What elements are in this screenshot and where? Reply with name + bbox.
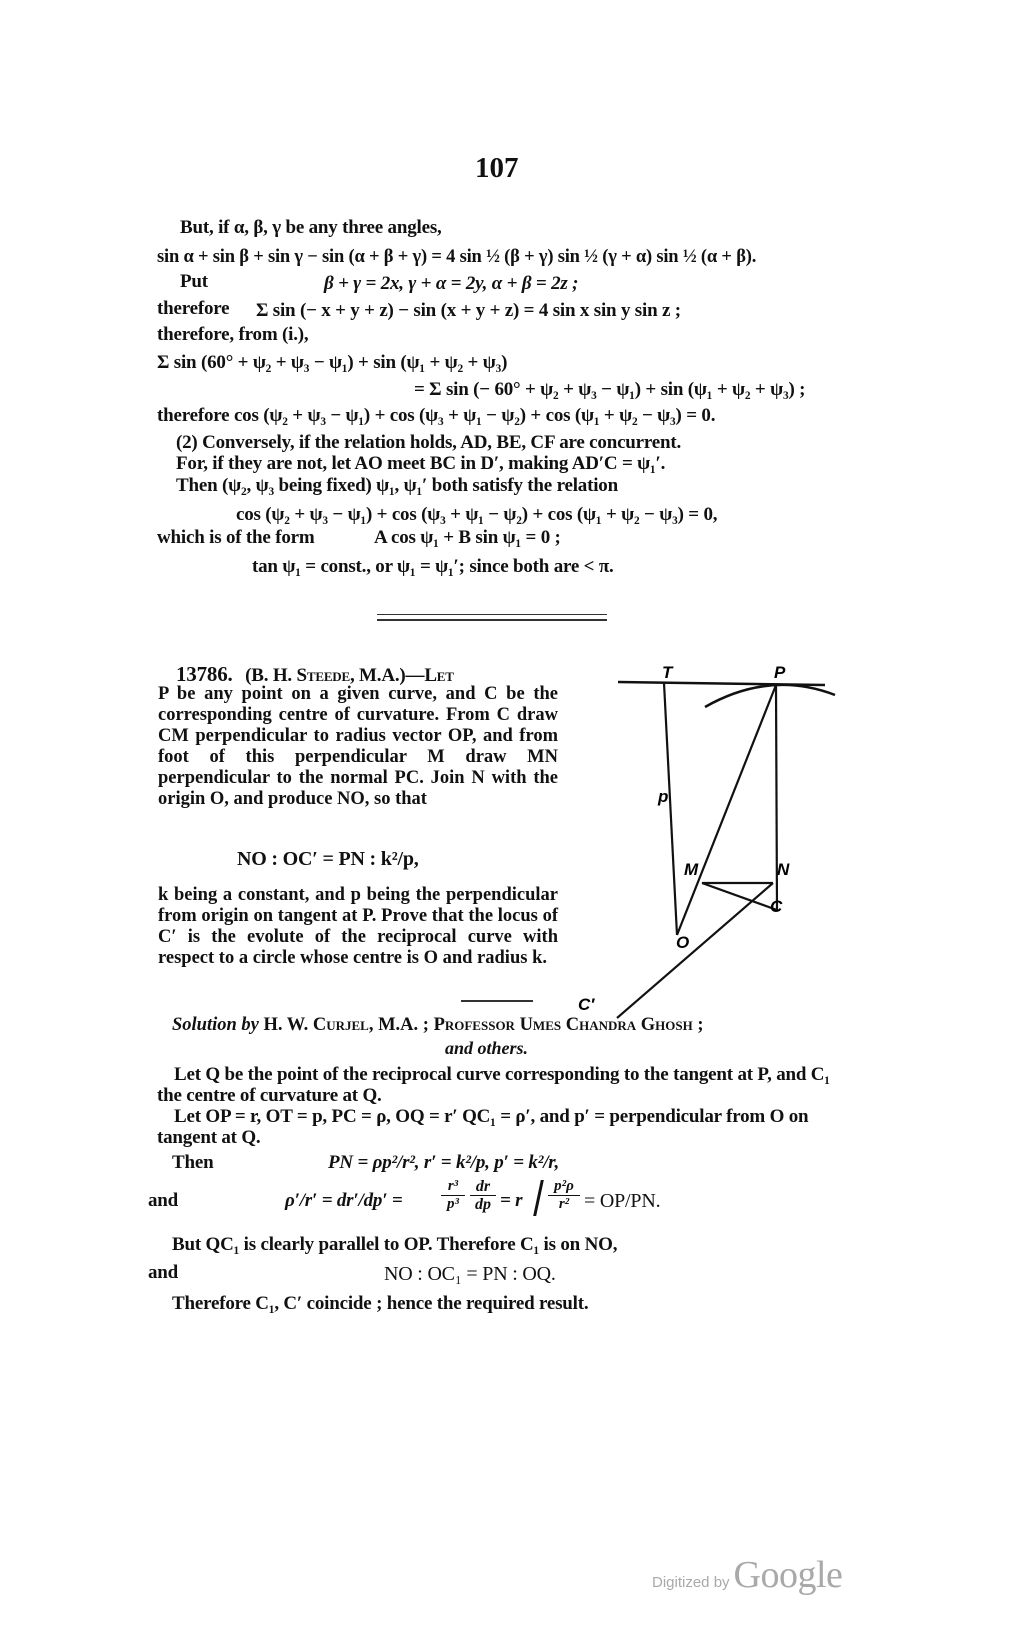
and-equation-right: = OP/PN. <box>584 1190 661 1212</box>
solution-byline <box>172 1015 704 1036</box>
fraction-denominator: dp <box>470 1195 496 1213</box>
equation-line: cos (ψ₂ + ψ₃ − ψ₁) + cos (ψ₃ + ψ₁ − ψ₂) + cos (ψ₁ + ψ₂ − ψ₃) = 0, <box>236 504 718 525</box>
fraction-p2rho-r2 <box>548 1178 580 1213</box>
fraction-denominator: p³ <box>441 1195 465 1213</box>
line-NC-prime <box>617 883 773 1018</box>
fraction-dr-dp <box>470 1178 496 1213</box>
text-line: Put <box>180 271 208 292</box>
equation-line: tan ψ₁ = const., or ψ₁ = ψ₁′; since both are < π. <box>252 556 614 577</box>
question-number: 13786. <box>176 662 233 686</box>
solution-paragraph-4: Therefore C₁, C′ coincide ; hence the required result. <box>172 1293 589 1314</box>
curve-arc <box>705 685 835 707</box>
and-equation-left: ρ′/r′ = dr′/dp′ = <box>285 1190 403 1211</box>
byline-prefix: Solution by <box>172 1015 259 1035</box>
text-line: (2) Conversely, if the relation holds, AD, BE, CF are concurrent. <box>176 432 682 453</box>
equation-line: = Σ sin (− 60° + ψ₂ + ψ₃ − ψ₁) + sin (ψ₁ + ψ₂ + ψ₃) ; <box>414 379 806 400</box>
byline-others: and others. <box>445 1038 529 1058</box>
and-equation-2: NO : OC₁ = PN : OQ. <box>384 1263 556 1285</box>
line-MC <box>702 883 777 910</box>
text-line: Then (ψ₂, ψ₃ being fixed) ψ₁, ψ₁′ both satisfy the relation <box>176 475 618 496</box>
figure-label-T: T <box>662 663 673 682</box>
text-line: which is of the form <box>157 527 315 548</box>
equation-line: Σ sin (− x + y + z) − sin (x + y + z) = 4 sin x sin y sin z ; <box>256 300 681 321</box>
question-text-1: P be any point on a given curve, and C be the corresponding centre of curvature. From C draw CM perpendicular to radius vector OP, and from foot of this perpendicular M draw MN perpendicular to the normal PC. Join N with the origin O, and produce NO, so that <box>158 684 558 809</box>
equation-line: Σ sin (60° + ψ₂ + ψ₃ − ψ₁) + sin (ψ₁ + ψ₂ + ψ₃) <box>157 352 508 373</box>
figure-label-O: O <box>676 933 690 952</box>
fraction-numerator: p²ρ <box>554 1178 574 1194</box>
and-equation-mid: = r <box>500 1190 523 1211</box>
equation-line: A cos ψ₁ + B sin ψ₁ = 0 ; <box>374 527 561 548</box>
text-line: For, if they are not, let AO meet BC in D′, making AD′C = ψ₁′. <box>176 453 666 474</box>
equation-line: sin α + sin β + sin γ − sin (α + β + γ) = 4 sin ½ (β + γ) sin ½ (γ + α) sin ½ (α + β). <box>157 247 757 267</box>
question-text <box>158 684 558 810</box>
equation-line: β + γ = 2x, γ + α = 2y, α + β = 2z ; <box>324 273 579 294</box>
and-label-2: and <box>148 1262 179 1283</box>
divider-rule <box>377 614 607 615</box>
then-equation: PN = ρp²/r², r′ = k²/p, p′ = k²/r, <box>328 1152 559 1173</box>
then-label: Then <box>172 1152 214 1173</box>
text-line: therefore, from (i.), <box>157 324 309 345</box>
question-text-block <box>158 885 558 969</box>
byline-authors: H. W. Curjel, M.A. ; Professor Umes Chandra Ghosh ; <box>263 1015 704 1035</box>
watermark-prefix: Digitized by <box>652 1574 730 1591</box>
page-number: 107 <box>475 152 519 184</box>
divider-rule <box>377 619 607 621</box>
division-slash <box>533 1180 544 1216</box>
question-formula: NO : OC′ = PN : k²/p, <box>237 848 419 870</box>
and-label: and <box>148 1190 179 1211</box>
solution-paragraph-3: But QC₁ is clearly parallel to OP. Therefore C₁ is on NO, <box>172 1234 618 1255</box>
figure-label-P: P <box>774 663 786 682</box>
text-line: But, if α, β, γ be any three angles, <box>180 217 442 238</box>
fraction-r3-p3 <box>441 1178 465 1213</box>
google-watermark <box>652 1553 842 1597</box>
line-TO <box>664 683 677 935</box>
solution-paragraph-2: Let OP = r, OT = p, PC = ρ, OQ = r′ QC₁ = ρ′, and p′ = perpendicular from O on tangent at Q. <box>157 1106 809 1148</box>
line-PO <box>677 685 776 935</box>
figure-label-p: p <box>658 787 669 806</box>
figure-label-C-prime: C′ <box>578 995 595 1014</box>
solution-paragraph-1: Let Q be the point of the reciprocal curve corresponding to the tangent at P, and C₁ the centre of curvature at Q. <box>157 1064 830 1106</box>
fraction-denominator: r² <box>548 1195 580 1213</box>
text-line: therefore <box>157 298 230 319</box>
figure-label-C: C <box>770 897 783 916</box>
figure-label-N: N <box>777 860 790 879</box>
fraction-numerator: dr <box>475 1178 491 1195</box>
geometry-figure <box>570 650 840 1020</box>
short-rule <box>461 1000 533 1002</box>
equation-line: therefore cos (ψ₂ + ψ₃ − ψ₁) + cos (ψ₃ + ψ₁ − ψ₂) + cos (ψ₁ + ψ₂ − ψ₃) = 0. <box>157 405 716 426</box>
question-author: (B. H. Steede, M.A.)—Let <box>245 665 454 686</box>
figure-label-M: M <box>684 860 699 879</box>
fraction-numerator: r³ <box>447 1178 459 1194</box>
question-text-2: k being a constant, and p being the perpendicular from origin on tangent at P. Prove that the locus of C′ is the evolute of the reciprocal curve with respect to a circle whose centre is O and radius k. <box>158 885 558 968</box>
watermark-logo: Google <box>733 1554 843 1596</box>
